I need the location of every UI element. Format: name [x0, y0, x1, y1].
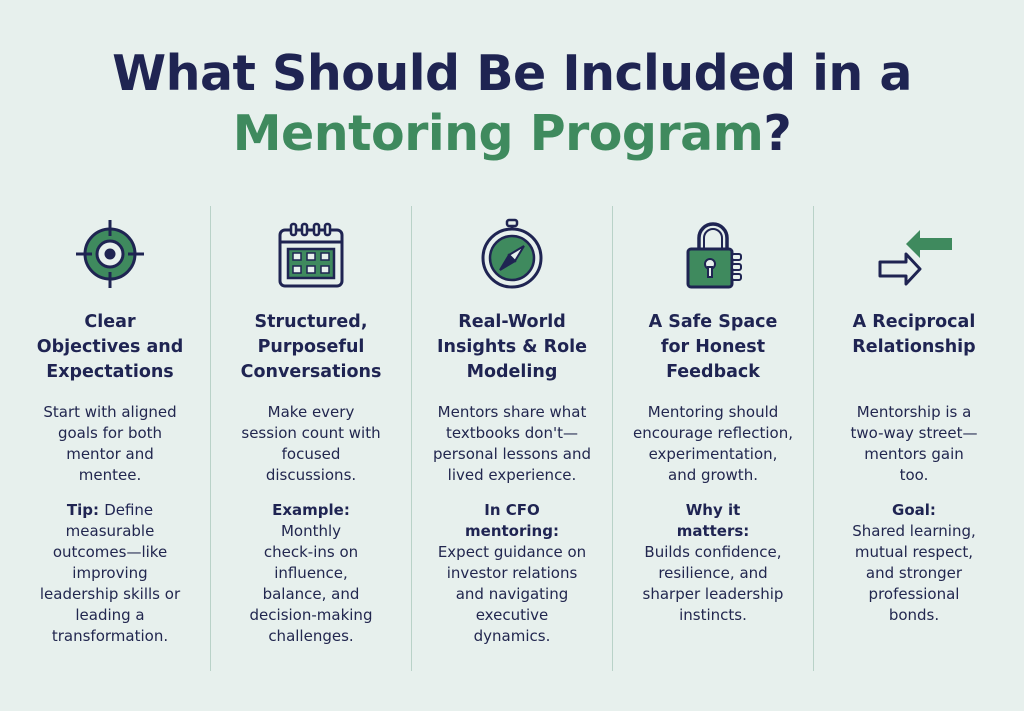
body-line: encourage reflection,: [632, 424, 794, 442]
column-safe-space: [612, 206, 813, 671]
body-line: goals for both: [57, 424, 163, 442]
title-line: Relationship: [852, 337, 976, 357]
title-line: Objectives and: [36, 337, 184, 357]
title-line: Structured,: [254, 312, 368, 332]
detail-line: and navigating: [455, 585, 569, 603]
detail-line: executive: [475, 606, 549, 624]
detail-line: leading a: [75, 606, 145, 624]
body-line: Mentorship is a: [856, 403, 972, 421]
title-line: Expectations: [46, 362, 174, 382]
detail-line: bonds.: [888, 606, 940, 624]
detail-line: challenges.: [268, 627, 354, 645]
body-line: session count with: [241, 424, 381, 442]
title-line-2: [0, 104, 1024, 164]
detail-line: Define: [104, 501, 154, 519]
page-title: [0, 44, 1024, 164]
title-question-mark: ?: [763, 105, 792, 162]
body-line: discussions.: [265, 466, 357, 484]
title-line: Conversations: [240, 362, 382, 382]
detail-line: Shared learning,: [852, 522, 976, 540]
column-title: [437, 310, 587, 390]
column-detail: [852, 521, 976, 626]
column-insights: [411, 206, 612, 671]
detail-line: mutual respect,: [854, 543, 974, 561]
goal-label: Goal:: [892, 501, 936, 519]
example-label: Example:: [272, 501, 350, 519]
column-title: [649, 310, 778, 390]
column-body: [633, 402, 793, 486]
body-line: textbooks don't—: [446, 424, 578, 442]
title-line: Real-World: [458, 312, 566, 332]
detail-line: check-ins on: [263, 543, 359, 561]
column-title: [852, 310, 975, 390]
body-line: Mentoring should: [647, 403, 779, 421]
title-line: A Reciprocal: [852, 312, 976, 332]
calendar-icon: [271, 214, 351, 294]
title-line-1: What Should Be Included in a: [112, 45, 912, 102]
detail-line: measurable: [65, 522, 155, 540]
label-line: mentoring:: [465, 522, 559, 540]
tip-label: Tip:: [66, 501, 99, 519]
column-conversations: [210, 206, 411, 671]
body-line: two-way street—: [850, 424, 978, 442]
why-label: [677, 500, 750, 542]
cfo-label: [465, 500, 559, 542]
title-accent: Mentoring Program: [232, 105, 764, 162]
detail-line: sharper leadership: [642, 585, 784, 603]
column-reciprocal: [813, 206, 1014, 671]
detail-line: instincts.: [679, 606, 747, 624]
body-line: experimentation,: [648, 445, 778, 463]
detail-line: balance, and: [262, 585, 360, 603]
title-line: Purposeful: [257, 337, 365, 357]
detail-line: improving: [72, 564, 148, 582]
title-line: Modeling: [466, 362, 558, 382]
label-line: matters:: [676, 522, 750, 540]
body-line: Make every: [267, 403, 355, 421]
title-line: Insights & Role: [437, 337, 587, 357]
compass-icon: [472, 214, 552, 294]
column-body: [241, 402, 380, 486]
column-detail: [438, 542, 586, 647]
column-detail: [643, 542, 784, 626]
column-body: [433, 402, 591, 486]
target-icon: [70, 214, 150, 294]
detail-line: Expect guidance on: [437, 543, 587, 561]
detail-line: leadership skills or: [39, 585, 181, 603]
title-line: for Honest: [660, 337, 766, 357]
detail-line: resilience, and: [658, 564, 768, 582]
body-line: focused: [281, 445, 341, 463]
columns: [10, 206, 1014, 671]
two-way-arrows-icon: [874, 214, 954, 294]
column-tip: [67, 500, 153, 521]
label-line: In CFO: [484, 501, 540, 519]
body-line: mentors gain: [864, 445, 964, 463]
body-line: and growth.: [668, 466, 758, 484]
column-title: [241, 310, 382, 390]
title-line: A Safe Space: [648, 312, 778, 332]
column-body: [43, 402, 176, 486]
title-line: Feedback: [666, 362, 760, 382]
column-objectives: [10, 206, 210, 671]
body-line: mentee.: [78, 466, 142, 484]
detail-line: Monthly: [280, 522, 342, 540]
label-line: Why it: [685, 501, 741, 519]
detail-line: influence,: [274, 564, 348, 582]
body-line: Mentors share what: [437, 403, 587, 421]
body-line: too.: [899, 466, 929, 484]
padlock-icon: [673, 214, 753, 294]
body-line: mentor and: [66, 445, 154, 463]
column-detail: [40, 521, 180, 647]
body-line: lived experience.: [447, 466, 577, 484]
title-line: Clear: [84, 312, 136, 332]
body-line: Start with aligned: [43, 403, 177, 421]
body-line: personal lessons and: [432, 445, 592, 463]
detail-line: Builds confidence,: [644, 543, 782, 561]
column-detail: [250, 521, 373, 647]
detail-line: and stronger: [865, 564, 963, 582]
detail-line: decision-making: [249, 606, 373, 624]
detail-line: dynamics.: [473, 627, 551, 645]
detail-line: outcomes—like: [52, 543, 168, 561]
column-title: [37, 310, 184, 390]
detail-line: transformation.: [51, 627, 169, 645]
detail-line: investor relations: [446, 564, 578, 582]
detail-line: professional: [868, 585, 960, 603]
column-body: [851, 402, 978, 486]
